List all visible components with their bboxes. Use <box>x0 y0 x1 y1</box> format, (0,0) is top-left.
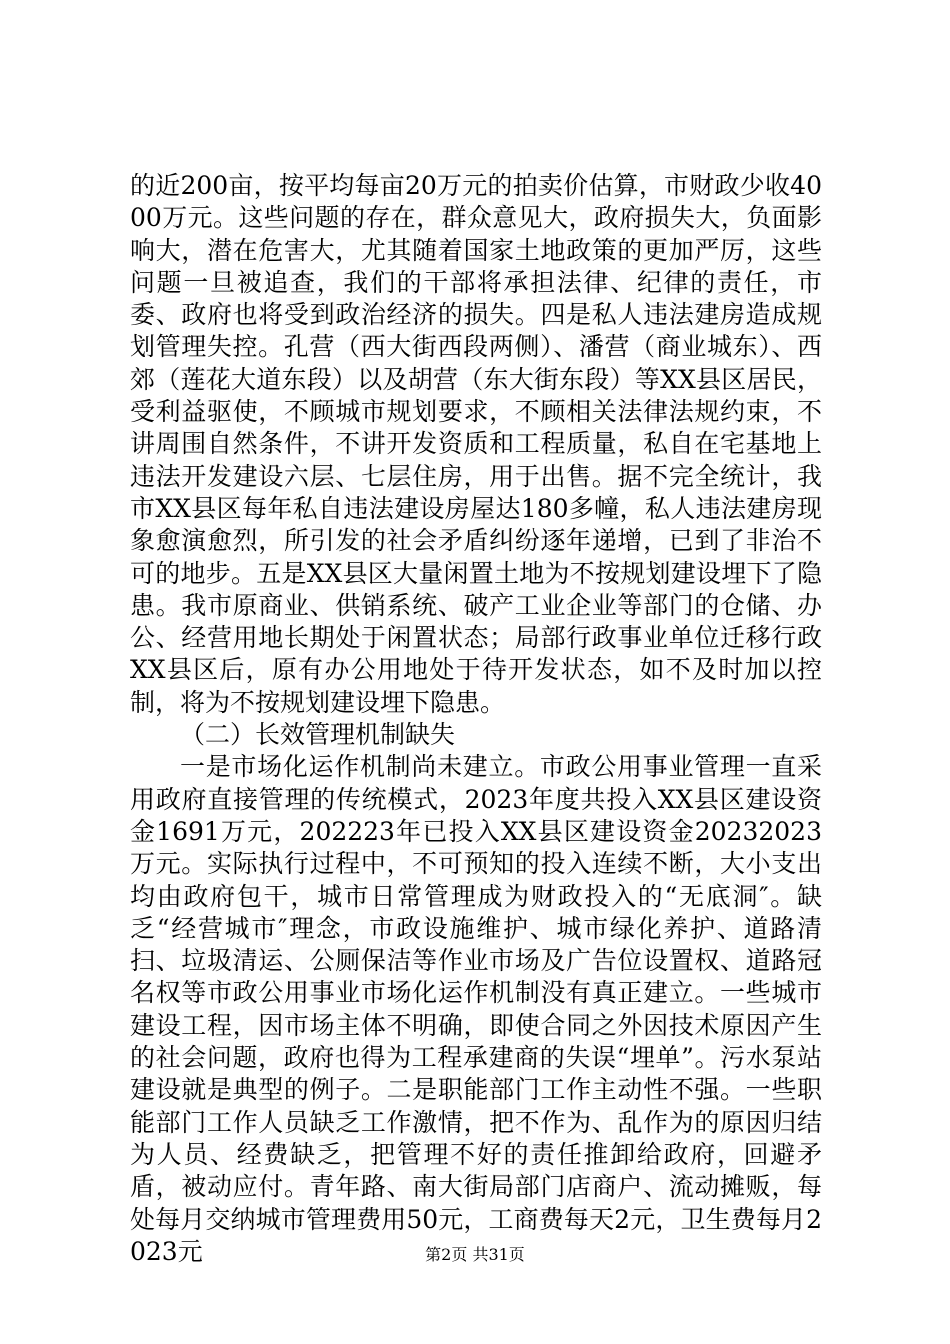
page-footer <box>0 1245 950 1265</box>
body-paragraph-continued: 的近200亩，按平均每亩20万元的拍卖价估算，市财政少收4000万元。这些问题的存在，群众意见大，政府损失大，负面影响大，潜在危害大，尤其随着国家土地政策的更加严厉，这些问题一旦被追查，我们的干部将承担法律、纪律的责任，市委、政府也将受到政治经济的损失。四是私人违法建房造成规划管理失控。孔营（西大街西段两侧）、潘营（商业城东）、西郊（莲花大道东段）以及胡营（东大街东段）等XX县区居民，受利益驱使，不顾城市规划要求，不顾相关法律法规约束，不讲周围自然条件，不讲开发资质和工程质量，私自在宅基地上违法开发建设六层、七层住房，用于出售。据不完全统计，我市XX县区每年私自违法建设房屋达180多幢，私人违法建房现象愈演愈烈，所引发的社会矛盾纠纷逐年递增，已到了非治不可的地步。五是XX县区大量闲置土地为不按规划建设埋下了隐患。我市原商业、供销系统、破产工业企业等部门的仓储、办公、经营用地长期处于闲置状态；局部行政事业单位迁移行政XX县区后，原有办公用地处于待开发状态，如不及时加以控制，将为不按规划建设埋下隐患。 <box>130 171 822 717</box>
document-body <box>130 170 822 1268</box>
body-paragraph-section: 一是市场化运作机制尚未建立。市政公用事业管理一直采用政府直接管理的传统模式，2023年度共投入XX县区建设资金1691万元，202223年已投入XX县区建设资金20232023万元。实际执行过程中，不可预知的投入连续不断，大小支出均由政府包干，城市日常管理成为财政投入的“无底洞″。缺乏“经营城市″理念，市政设施维护、城市绿化养护、道路清扫、垃圾清运、公厕保洁等作业市场及广告位设置权、道路冠名权等市政公用事业市场化运作机制没有真正建立。一些城市建设工程，因市场主体不明确，即使合同之外因技术原因产生的社会问题，政府也得为工程承建商的失误“埋单”。污水泵站建设就是典型的例子。二是职能部门工作主动性不强。一些职能部门工作人员缺乏工作激情，把不作为、乱作为的原因归结为人员、经费缺乏，把管理不好的责任推卸给政府，回避矛盾，被动应付。青年路、南大街局部门店商户、流动摊贩，每处每月交纳城市管理费用50元，工商费每天2元，卫生费每月2023元 <box>130 752 822 1266</box>
page-number: 第2页 共31页 <box>425 1245 525 1264</box>
section-heading: （二）长效管理机制缺失 <box>180 720 456 750</box>
